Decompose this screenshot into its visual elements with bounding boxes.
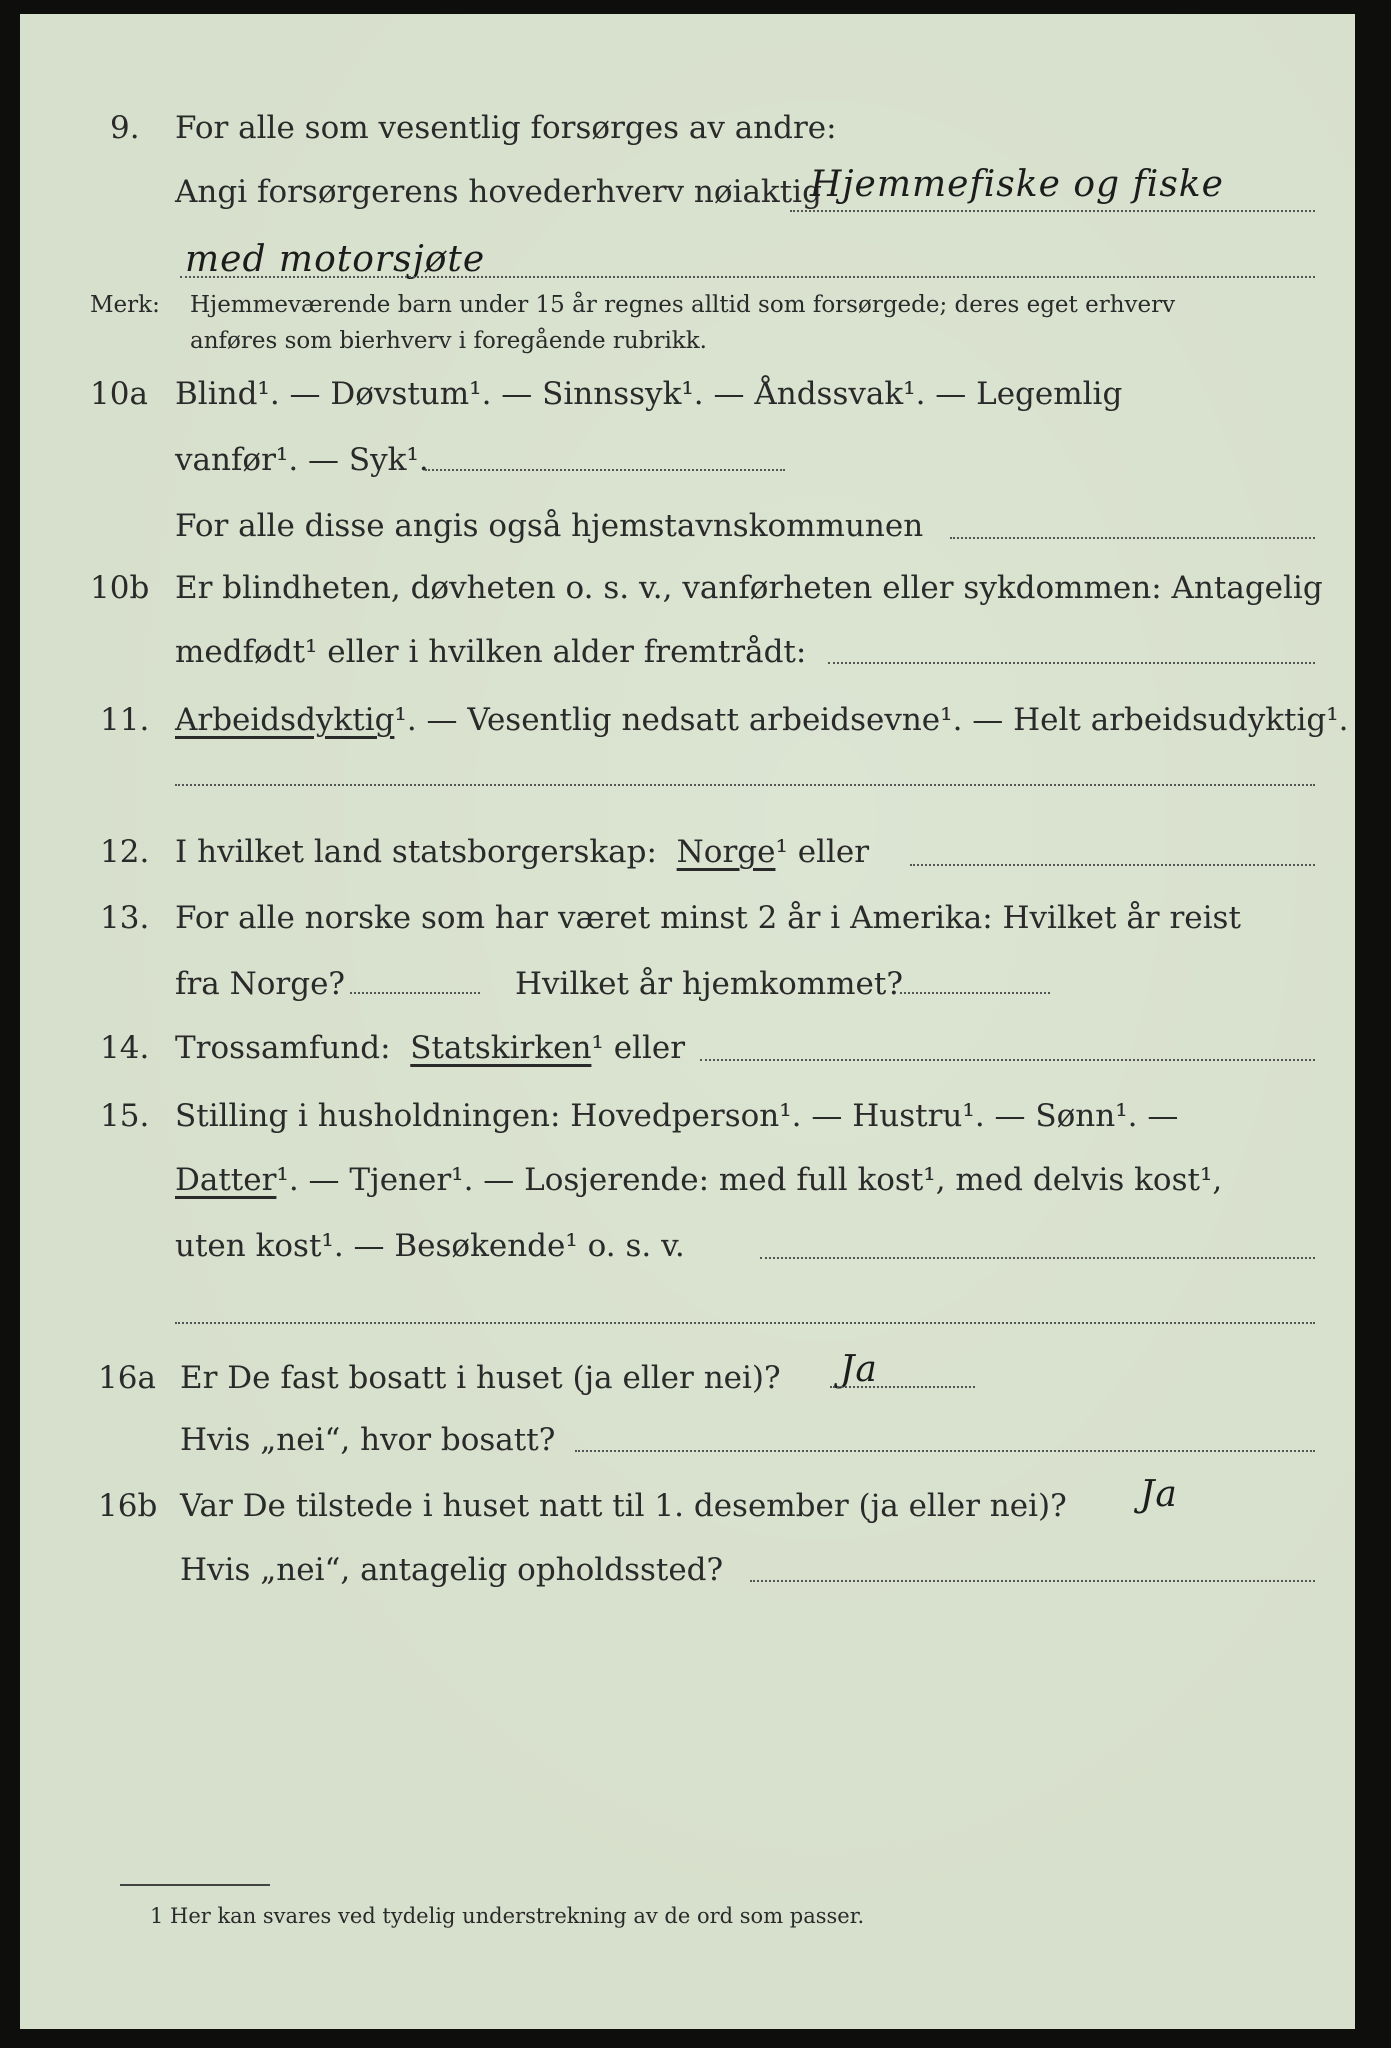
q16b-line1: Var De tilstede i huset natt til 1. desember (ja eller nei)?: [180, 1488, 1067, 1524]
q10a-number: 10a: [90, 376, 148, 412]
q16a-answer: Ja: [840, 1349, 878, 1390]
footnote-mark: 1: [150, 1904, 164, 1928]
q16a-line2-dots: [575, 1450, 1315, 1452]
q16a-answer-dots: [830, 1386, 975, 1388]
q14-line: [175, 1030, 685, 1066]
q16a-line1: Er De fast bosatt i huset (ja eller nei)?: [180, 1360, 781, 1396]
merk-label: Merk:: [90, 292, 160, 318]
q10a-line2-dots: [425, 469, 785, 471]
q9-number: 9.: [110, 110, 140, 146]
q16b-number: 16b: [98, 1488, 158, 1524]
q16a-line2: Hvis „nei“, hvor bosatt?: [180, 1422, 556, 1458]
q14-answer-line: [700, 1059, 1315, 1061]
q11-option-arbeidsdyktig[interactable]: Arbeidsdyktig: [175, 702, 395, 738]
q15-line3-dots: [760, 1257, 1315, 1259]
q15-line3: uten kost¹. — Besøkende¹ o. s. v.: [175, 1228, 685, 1264]
q13-reist-dots: [350, 992, 480, 994]
q10a-line2: vanfør¹. — Syk¹.: [175, 442, 429, 478]
q14-post: ¹ eller: [591, 1030, 686, 1066]
merk-line2: anføres som bierhverv i foregående rubrikk.: [190, 328, 707, 354]
q12-post: ¹ eller: [775, 834, 870, 870]
q10b-line2: medfødt¹ eller i hvilken alder fremtrådt:: [175, 634, 807, 670]
q10a-line1: Blind¹. — Døvstum¹. — Sinnssyk¹. — Åndssvak¹. — Legemlig: [175, 376, 1123, 412]
q9-answer-line1: [790, 210, 1315, 212]
q12-number: 12.: [100, 834, 150, 870]
q11-number: 11.: [100, 702, 150, 738]
footnote-text: Her kan svares ved tydelig understrekning av de ord som passer.: [170, 1904, 865, 1928]
q11-answer-line: [175, 784, 1315, 786]
q10b-number: 10b: [90, 570, 150, 606]
q9-answer-line2: [180, 276, 1315, 278]
q9-answer2: med motorsjøte: [185, 239, 486, 280]
merk-line1: Hjemmeværende barn under 15 år regnes alltid som forsørgede; deres eget erhverv: [190, 292, 1176, 318]
q12-line: [175, 834, 869, 870]
q16b-answer: Ja: [1140, 1474, 1178, 1515]
q13-line1: For alle norske som har været minst 2 år i Amerika: Hvilket år reist: [175, 900, 1241, 936]
q16b-line2: Hvis „nei“, antagelig opholdssted?: [180, 1552, 724, 1588]
q14-number: 14.: [100, 1030, 150, 1066]
q13-number: 13.: [100, 900, 150, 936]
q9-answer1: Hjemmefiske og fiske: [810, 164, 1224, 205]
q10a-line3-dots: [950, 537, 1315, 539]
q14-question: Trossamfund:: [175, 1030, 391, 1066]
census-form-page: [20, 14, 1355, 2029]
q15-number: 15.: [100, 1098, 150, 1134]
footnote-rule: [120, 1884, 270, 1886]
q10a-line3: For alle disse angis også hjemstavnskommunen: [175, 508, 924, 544]
q10b-line1: Er blindheten, døvheten o. s. v., vanførheten eller sykdommen: Antagelig: [175, 570, 1323, 606]
q12-option-norge[interactable]: Norge: [676, 834, 776, 870]
q15-answer-line: [175, 1322, 1315, 1324]
q13-line2a: fra Norge?: [175, 966, 346, 1002]
q10b-line2-dots: [828, 662, 1315, 664]
q16a-number: 16a: [98, 1360, 156, 1396]
q14-option-statskirken[interactable]: Statskirken: [410, 1030, 592, 1066]
q11-rest: ¹. — Vesentlig nedsatt arbeidsevne¹. — Helt arbeidsudyktig¹.: [394, 702, 1349, 738]
q9-line2: Angi forsørgerens hovederhverv nøiaktig: [175, 174, 822, 210]
q12-question: I hvilket land statsborgerskap:: [175, 834, 657, 870]
q16b-line2-dots: [750, 1580, 1315, 1582]
q11-line: [175, 702, 1349, 738]
q15-line2-rest: ¹. — Tjener¹. — Losjerende: med full kost¹, med delvis kost¹,: [276, 1162, 1223, 1198]
q9-line1: For alle som vesentlig forsørges av andre:: [175, 110, 837, 146]
q13-hjemkommet-dots: [900, 992, 1050, 994]
q15-option-datter[interactable]: Datter: [175, 1162, 277, 1198]
q13-line2b: Hvilket år hjemkommet?: [515, 966, 903, 1002]
q12-answer-line: [910, 864, 1315, 866]
q15-line1: Stilling i husholdningen: Hovedperson¹. — Hustru¹. — Sønn¹. —: [175, 1098, 1179, 1134]
q15-line2: [175, 1162, 1222, 1198]
